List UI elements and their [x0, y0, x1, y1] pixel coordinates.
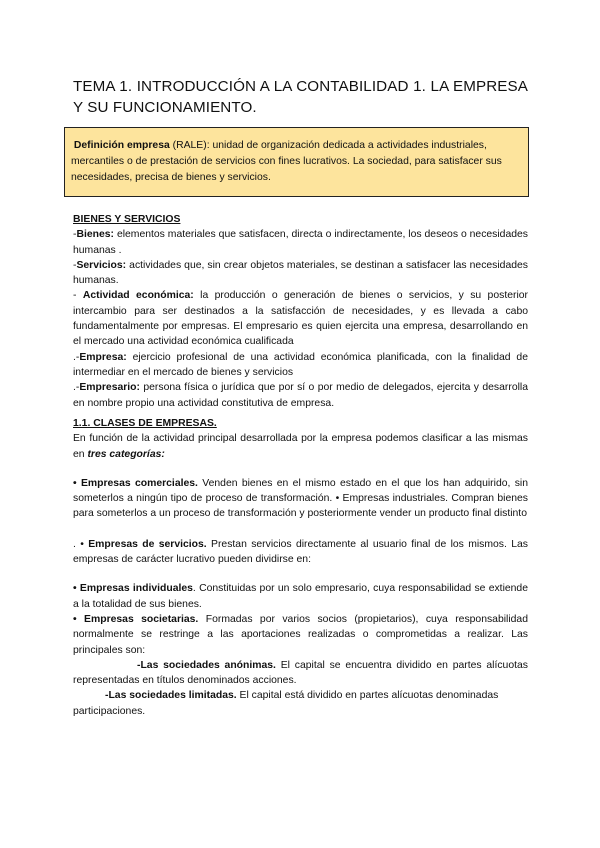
definition-text: (RALE): unidad de organización dedicada a actividades industriales, mercantiles o de prestación de servicios con fines lucrativos. La sociedad, para satisfacer sus necesidades, precisa de bienes y servicios. — [71, 140, 502, 183]
empresas-individuales: • Empresas individuales. Constituidas por un solo empresario, cuya responsabilidad se extiende a la totalidad de sus bienes. — [73, 583, 528, 610]
definition-box — [64, 127, 529, 197]
item-empresario: .-Empresario: persona física o jurídica que por sí o por medio de delegados, ejercita y desarrolla en nombre propio una actividad constitutiva de empresa. — [73, 382, 528, 409]
empresas-servicios: . • Empresas de servicios. Prestan servicios directamente al usuario final de los mismos. Las empresas de carácter lucrativo pueden dividirse en: — [73, 538, 528, 566]
clases-intro: En función de la actividad principal desarrollada por la empresa podemos clasificar a las mismas en tres categorías: — [73, 433, 528, 460]
bienes-servicios-heading: BIENES Y SERVICIOS — [73, 214, 181, 225]
definition-term: Definición empresa — [73, 140, 170, 151]
bienes-servicios-section — [73, 212, 528, 411]
sociedades-anonimas: -Las sociedades anónimas. El capital se encuentra dividido en partes alícuotas representadas en títulos denominados acciones. — [73, 659, 528, 687]
page-title: TEMA 1. INTRODUCCIÓN A LA CONTABILIDAD 1. LA EMPRESA Y SU FUNCIONAMIENTO. — [73, 78, 528, 116]
empresas-comerciales: • Empresas comerciales. Venden bienes en el mismo estado en el que los han adquirido, sin someterlos a ningún tipo de proceso de transformación. • Empresas industriales. Compran bienes para someterlos a un proceso de transformación y posteriormente vender un producto final distinto — [73, 477, 528, 520]
definition-paragraph — [71, 138, 528, 186]
empresas-societarias: • Empresas societarias. Formadas por varios socios (propietarios), cuya responsabilidad normalmente se restringe a las aportaciones realizadas o comprometidas a realizar. Las principales son: — [73, 613, 528, 656]
item-servicios: -Servicios: actividades que, sin crear objetos materiales, se destinan a satisfacer las necesidades humanas. — [73, 259, 528, 287]
clases-section — [73, 416, 528, 719]
item-bienes: -Bienes: elementos materiales que satisfacen, directa o indirectamente, los deseos o necesidades humanas . — [73, 229, 528, 256]
item-empresa: .-Empresa: ejercicio profesional de una actividad económica planificada, con la finalidad de intermediar en el mercado de bienes y servicios — [73, 351, 528, 378]
sociedades-limitadas: -Las sociedades limitadas. El capital está dividido en partes alícuotas denominadas participaciones. — [73, 690, 499, 717]
item-actividad-economica: - Actividad económica: la producción o generación de bienes o servicios, y su posterior intercambio para ser destinados a la satisfacción de necesidades, y es llevada a cabo fundamentalmente por empresas. El empresario es quien ejercita una empresa, desarrollando en el mercado una actividad económica cualificada — [73, 290, 528, 348]
clases-heading: 1.1. CLASES DE EMPRESAS. — [73, 418, 217, 429]
